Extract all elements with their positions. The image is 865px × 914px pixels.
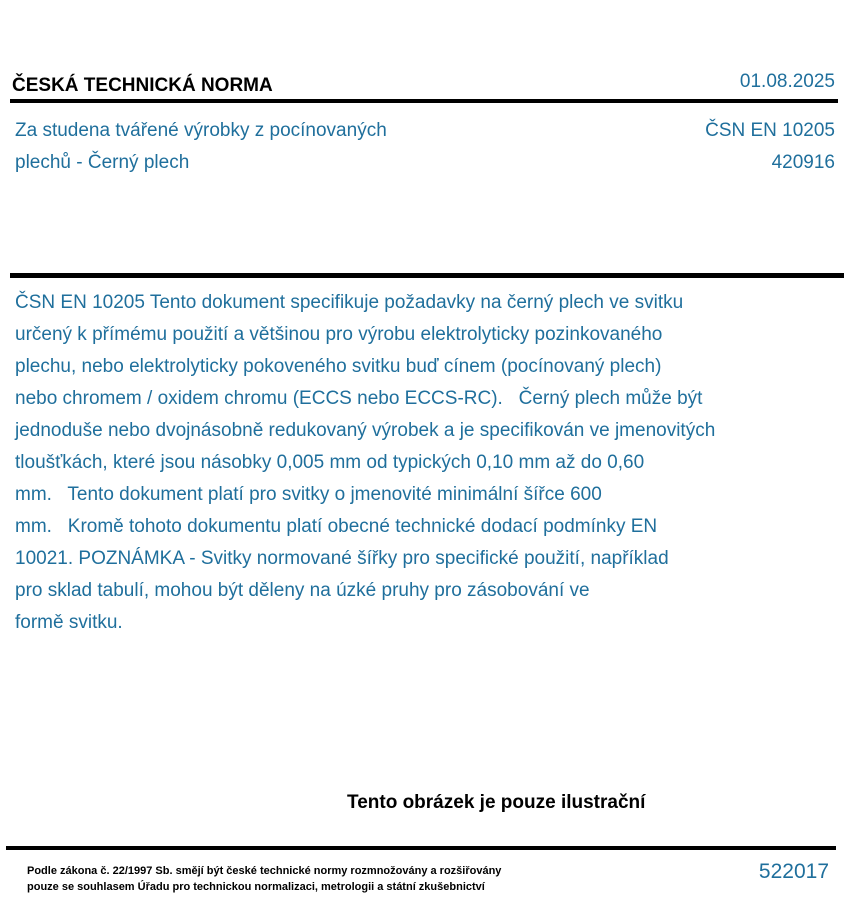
document-date: 01.08.2025 [739,71,835,92]
header-divider [10,99,838,103]
abstract-line: plechu, nebo elektrolyticky pokoveného svitku buď cínem (pocínovaný plech) [15,356,662,377]
illustration-note: Tento obrázek je pouze ilustrační [347,792,646,813]
subject-line-1: Za studena tvářené výrobky z pocínovaných [15,120,387,141]
abstract-line: tloušťkách, které jsou násobky 0,005 mm od typických 0,10 mm až do 0,60 [15,452,645,473]
standard-subject [15,115,535,179]
abstract-line: nebo chromem / oxidem chromu (ECCS nebo ECCS-RC). Černý plech může být [15,388,703,409]
abstract-line: mm. Tento dokument platí pro svitky o jmenovité minimální šířce 600 [15,484,602,505]
abstract-line: určený k přímému použití a většinou pro výrobu elektrolyticky pozinkovaného [15,324,663,345]
document-header-title: ČESKÁ TECHNICKÁ NORMA [12,75,273,96]
subject-line-2: plechů - Černý plech [15,152,190,173]
abstract-line: formě svitku. [15,612,123,633]
footer-code: 522017 [758,860,829,883]
section-divider [10,273,844,278]
legal-notice [27,863,501,895]
abstract-line: mm. Kromě tohoto dokumentu platí obecné technické dodací podmínky EN [15,516,658,537]
legal-line-1: Podle zákona č. 22/1997 Sb. smějí být české technické normy rozmnožovány a rozšiřovány [27,865,502,877]
abstract-line: pro sklad tabulí, mohou být děleny na úzké pruhy pro zásobování ve [15,580,590,601]
abstract-line: ČSN EN 10205 Tento dokument specifikuje požadavky na černý plech ve svitku [15,292,684,313]
standard-codes [705,115,835,179]
abstract-line: 10021. POZNÁMKA - Svitky normované šířky pro specifické použití, například [15,548,669,569]
standard-number: ČSN EN 10205 [705,120,835,141]
abstract-line: jednoduše nebo dvojnásobně redukovaný výrobek a je specifikován ve jmenovitých [15,420,716,441]
classification-code: 420916 [771,152,835,173]
footer-divider [6,846,836,850]
document-abstract [15,287,825,639]
legal-line-2: pouze se souhlasem Úřadu pro technickou normalizaci, metrologii a státní zkušebnictví [27,881,485,893]
